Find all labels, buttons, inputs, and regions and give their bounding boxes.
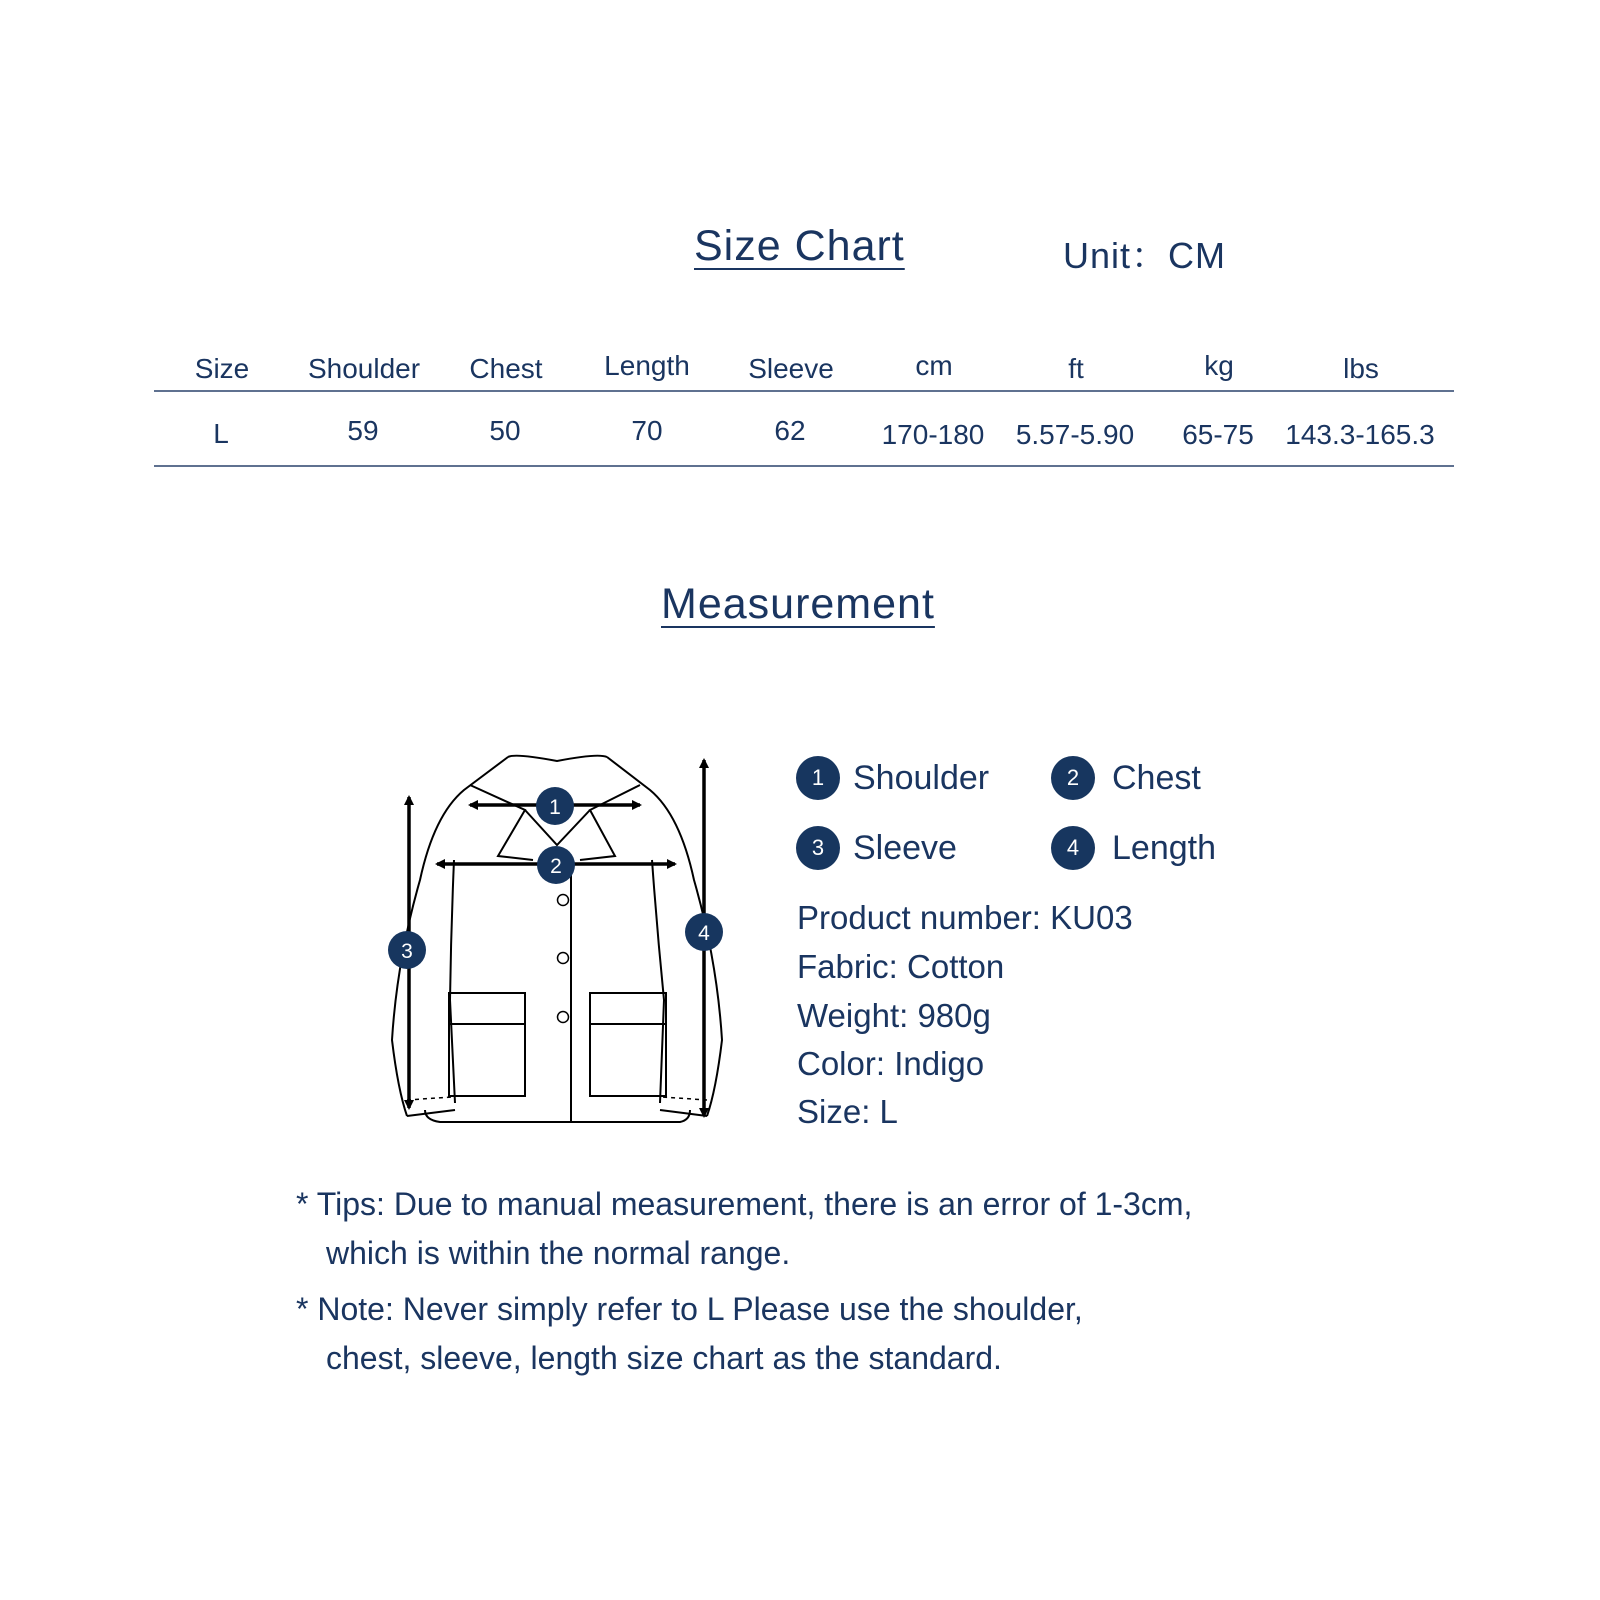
spec-product-number: Product number: KU03	[797, 899, 1133, 936]
legend-chest	[1051, 756, 1201, 800]
spec-color: Color: Indigo	[797, 1045, 985, 1082]
note-line-2: chest, sleeve, length size chart as the standard.	[326, 1340, 1002, 1376]
header-size: Size	[194, 353, 250, 384]
diagram-badge-3	[388, 931, 426, 969]
svg-text:1: 1	[549, 796, 561, 819]
cell-shoulder: 59	[347, 415, 379, 446]
svg-text:3: 3	[401, 940, 413, 963]
legend-shoulder	[796, 756, 989, 800]
legend-badge-4: 4	[1051, 826, 1095, 870]
size-chart-title: Size Chart	[694, 222, 905, 270]
cell-length: 70	[631, 415, 663, 446]
header-ft: ft	[1068, 353, 1084, 384]
cell-kg: 65-75	[1182, 419, 1254, 450]
cell-sleeve: 62	[774, 415, 806, 446]
measurement-title: Measurement	[661, 580, 935, 628]
legend-label-chest: Chest	[1112, 758, 1201, 797]
header-lbs: lbs	[1343, 353, 1379, 384]
header-cm: cm	[915, 350, 953, 381]
diagram-badges	[388, 787, 723, 969]
cell-lbs: 143.3-165.3	[1285, 419, 1435, 450]
legend-badge-1: 1	[796, 756, 840, 800]
spec-size: Size: L	[797, 1093, 898, 1130]
header-shoulder: Shoulder	[307, 353, 421, 384]
legend-label-shoulder: Shoulder	[853, 758, 990, 797]
header-chest: Chest	[469, 353, 543, 384]
legend-badge-2: 2	[1051, 756, 1095, 800]
header-sleeve: Sleeve	[748, 353, 834, 384]
jacket-buttons	[558, 895, 569, 1023]
header-length: Length	[604, 350, 690, 381]
tip-line-1: * Tips: Due to manual measurement, there is an error of 1-3cm,	[296, 1186, 1193, 1222]
svg-text:4: 4	[698, 922, 710, 945]
cell-cm: 170-180	[881, 419, 985, 450]
legend-label-sleeve: Sleeve	[853, 828, 957, 867]
unit-label: Unit：CM	[1063, 235, 1227, 276]
spec-weight: Weight: 980g	[797, 997, 991, 1034]
header-kg: kg	[1204, 350, 1234, 381]
diagram-badge-2	[537, 846, 575, 884]
spec-fabric: Fabric: Cotton	[797, 948, 1005, 985]
tip-line-2: which is within the normal range.	[326, 1235, 791, 1271]
cell-size: L	[213, 418, 229, 449]
svg-text:2: 2	[550, 855, 562, 878]
legend-badge-3: 3	[796, 826, 840, 870]
cell-chest: 50	[489, 415, 521, 446]
legend-label-length: Length	[1112, 828, 1216, 867]
note-line-1: * Note: Never simply refer to L Please use the shoulder,	[296, 1291, 1083, 1327]
diagram-badge-4	[685, 913, 723, 951]
diagram-badge-1	[536, 787, 574, 825]
legend-sleeve	[796, 826, 957, 870]
cell-ft: 5.57-5.90	[1015, 419, 1135, 450]
legend-length	[1051, 826, 1216, 870]
